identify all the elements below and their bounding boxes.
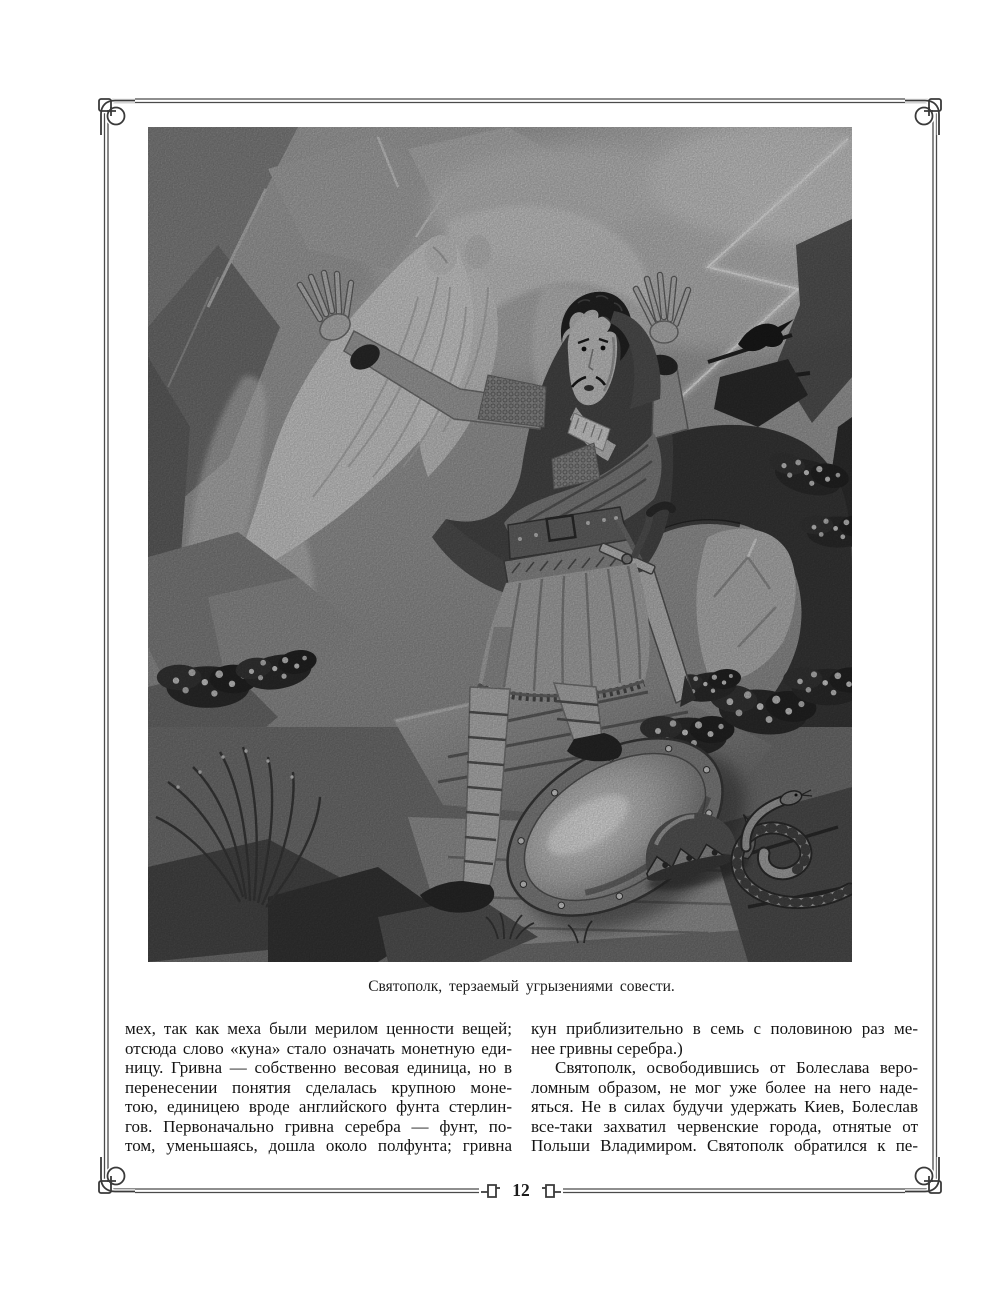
- text-line: том, уменьшаясь, дошла около полфунта; гривна: [125, 1136, 512, 1156]
- left-text-column: [125, 1019, 512, 1156]
- illustration-caption: Святополк, терзаемый угрызениями совести.: [368, 978, 675, 995]
- text-line: Святополк, освободившись от Болеслава веро-: [555, 1058, 918, 1078]
- text-line: мех, так как меха были мерилом ценности вещей;: [125, 1019, 512, 1038]
- engraving-grain: [148, 127, 852, 962]
- text-line: яться. Не в силах будучи удержать Киев, Болеслав: [531, 1097, 918, 1117]
- text-line: ницу. Гривна — собственно весовая единица, но в: [125, 1058, 512, 1078]
- text-line: гов. Первоначально гривна серебра — фунт, по-: [125, 1116, 512, 1136]
- illustration-svyatopolk-engraving: [148, 127, 852, 962]
- text-line: все-таки захватил червенские города, отнятые от: [531, 1116, 918, 1136]
- text-line: ломным образом, не мог уже более на него наде-: [531, 1077, 918, 1097]
- text-line: кун приблизительно в семь с половиною раз ме-: [531, 1019, 918, 1038]
- text-line: отсюда слово «куна» стало означать монетную еди-: [125, 1038, 512, 1058]
- text-line: тою, единицею вроде английского фунта стерлин-: [125, 1097, 512, 1117]
- text-line: Польши Владимиром. Святополк обратился к пе-: [531, 1136, 918, 1156]
- text-line: нее гривны серебра.): [531, 1038, 683, 1058]
- engraving-scene: [148, 127, 852, 962]
- text-line: перенесении понятия сделалась крупною моне-: [125, 1077, 512, 1097]
- page-number: 12: [512, 1180, 530, 1200]
- right-text-column: [531, 1019, 918, 1156]
